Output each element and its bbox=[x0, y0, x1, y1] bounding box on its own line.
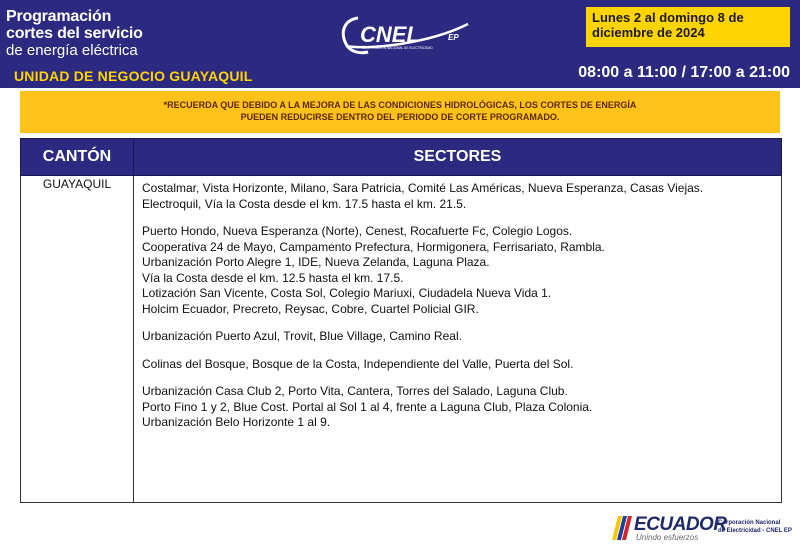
date-range-box: Lunes 2 al domingo 8 de diciembre de 2024 bbox=[586, 7, 790, 47]
cnel-logo-icon bbox=[338, 14, 478, 58]
logo-tagline: CORPORACIÓN NACIONAL DE ELECTRICIDAD bbox=[362, 46, 433, 50]
cnel-logo bbox=[338, 14, 478, 58]
sector-line: Urbanización Porto Alegre 1, IDE, Nueva Zelanda, Laguna Plaza. bbox=[142, 255, 490, 269]
schedule-hours: 08:00 a 11:00 / 17:00 a 21:00 bbox=[578, 64, 790, 81]
sector-group bbox=[142, 181, 773, 212]
sector-line: Electroquil, Vía la Costa desde el km. 17.5 hasta el km. 21.5. bbox=[142, 196, 467, 211]
sector-group bbox=[142, 329, 773, 345]
corp-line-1: Corporación Nacional bbox=[718, 520, 781, 526]
title-line-2: cortes del servicio bbox=[6, 25, 143, 42]
business-unit-label: UNIDAD DE NEGOCIO GUAYAQUIL bbox=[14, 68, 253, 84]
notice-line-1: *RECUERDA QUE DEBIDO A LA MEJORA DE LAS CONDICIONES HIDROLÓGICAS, LOS CORTES DE ENERGÍA bbox=[163, 100, 637, 110]
footer-logo bbox=[612, 514, 792, 544]
notice-line-2: PUEDEN REDUCIRSE DENTRO DEL PERIODO DE CORTE PROGRAMADO. bbox=[240, 112, 560, 122]
footer-corporation bbox=[718, 519, 792, 535]
outage-table bbox=[20, 138, 782, 503]
sector-line: Porto Fino 1 y 2, Blue Cost. Portal al Sol 1 al 4, frente a Laguna Club, Plaza Colonia. bbox=[142, 399, 593, 414]
footer-brand: ECUADOR bbox=[634, 514, 727, 535]
sectores-cell bbox=[134, 176, 782, 503]
column-header-canton: CANTÓN bbox=[21, 139, 134, 176]
footer-slogan: Unindo esfuerzos bbox=[636, 533, 699, 542]
sector-line: Urbanización Puerto Azul, Trovit, Blue Village, Camino Real. bbox=[142, 329, 462, 343]
logo-text: CNEL bbox=[360, 22, 420, 47]
sector-line: Vía la Costa desde el km. 12.5 hasta el km. 17.5. bbox=[142, 270, 404, 285]
table-header-row bbox=[21, 139, 782, 176]
logo-suffix: EP bbox=[448, 33, 459, 42]
sector-line: Costalmar, Vista Horizonte, Milano, Sara Patricia, Comité Las Américas, Nueva Esperanza, Casas Viejas. bbox=[142, 181, 704, 195]
sector-line: Cooperativa 24 de Mayo, Campamento Prefectura, Hormigonera, Ferrisariato, Rambla. bbox=[142, 239, 605, 254]
corp-line-2: de Electricidad - CNEL EP bbox=[718, 528, 792, 534]
title-line-1: Programación bbox=[6, 8, 112, 25]
page-title bbox=[6, 8, 143, 59]
sector-line: Urbanización Casa Club 2, Porto Vita, Cantera, Torres del Salado, Laguna Club. bbox=[142, 384, 568, 398]
title-line-3: de energía eléctrica bbox=[6, 42, 138, 59]
canton-cell: GUAYAQUIL bbox=[21, 176, 134, 503]
sector-group bbox=[142, 384, 773, 431]
sector-line: Colinas del Bosque, Bosque de la Costa, Independiente del Valle, Puerta del Sol. bbox=[142, 356, 574, 371]
sector-line: Holcim Ecuador, Precreto, Reysac, Cobre, Cuartel Policial GIR. bbox=[142, 301, 479, 316]
ecuador-flag-stripes-icon bbox=[612, 516, 634, 540]
sector-line: Puerto Hondo, Nueva Esperanza (Norte), Cenest, Rocafuerte Fc, Colegio Logos. bbox=[142, 224, 573, 238]
header-banner bbox=[0, 0, 800, 88]
sector-line: Lotización San Vicente, Costa Sol, Colegio Mariuxi, Ciudadela Nueva Vida 1. bbox=[142, 286, 552, 300]
sector-group bbox=[142, 224, 773, 317]
sector-group bbox=[142, 357, 773, 373]
column-header-sectores: SECTORES bbox=[134, 139, 782, 176]
sector-line: Urbanización Belo Horizonte 1 al 9. bbox=[142, 415, 331, 429]
table-row bbox=[21, 176, 782, 503]
notice-banner bbox=[20, 91, 780, 133]
